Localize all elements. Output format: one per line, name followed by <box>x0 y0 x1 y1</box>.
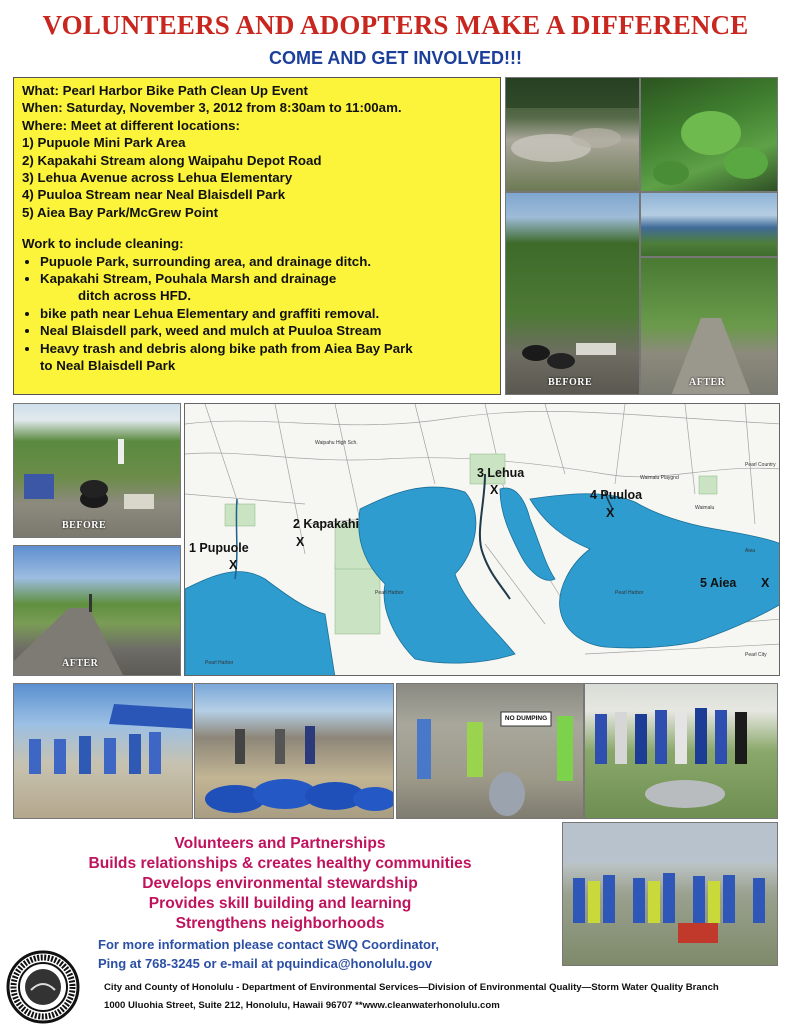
map-site-label: 5 Aiea <box>700 576 737 590</box>
map-place-label: Waimalu <box>695 505 715 511</box>
map-harbor-label: Pearl Harbor <box>615 590 644 596</box>
after-photo-plants <box>640 77 778 192</box>
volunteers-photo-5 <box>562 822 778 966</box>
map-place-label: Aiea <box>745 548 756 554</box>
trash-pile-image <box>506 78 640 192</box>
benefits-list <box>40 834 520 934</box>
benefit-item: Develops environmental stewardship <box>142 875 418 892</box>
map-graphic <box>185 404 780 676</box>
map-place-label: Pearl Country <box>745 462 776 468</box>
clean-path-image <box>641 258 778 395</box>
footer-agency: City and County of Honolulu - Department of Environmental Services—Division of Environmental Quality—Storm Water Quality Branch <box>104 982 719 993</box>
no-dumping-sign: NO DUMPING <box>504 715 548 722</box>
volunteers-tent-image <box>14 684 193 819</box>
map-harbor-label: Pearl Harbor <box>375 590 404 596</box>
work-item: • Kapakahi Stream, Pouhala Marsh and drainage ditch across HFD. <box>40 270 492 305</box>
contact-line: For more information please contact SWQ Coordinator, <box>98 937 439 952</box>
cleanup-locations-map <box>184 403 780 676</box>
map-place-label: Waimalu Playgnd <box>640 475 679 481</box>
location-item: 1) Pupuole Mini Park Area <box>22 135 186 151</box>
before-caption: BEFORE <box>548 377 593 388</box>
after-caption: AFTER <box>62 658 99 669</box>
location-item: 5) Aiea Bay Park/McGrew Point <box>22 204 219 220</box>
benefit-item: Builds relationships & creates healthy communities <box>88 855 472 872</box>
volunteers-photo-3 <box>396 683 584 819</box>
event-what: What: Pearl Harbor Bike Path Clean Up Event <box>22 83 308 98</box>
benefit-item: Volunteers and Partnerships <box>174 835 386 852</box>
before-photo-bikepath <box>13 403 181 538</box>
map-site-marker: X <box>296 535 305 549</box>
city-seal-icon <box>6 950 80 1024</box>
work-item: • bike path near Lehua Elementary and graffiti removal. <box>40 305 492 322</box>
volunteers-photo-4 <box>584 683 778 819</box>
work-heading: Work to include cleaning: <box>22 236 184 252</box>
after-photo-bikepath <box>13 545 181 676</box>
work-item: • Neal Blaisdell park, weed and mulch at Puuloa Stream <box>40 322 492 339</box>
after-photo-lake <box>640 192 778 257</box>
map-site-marker: X <box>229 558 238 572</box>
after-caption: AFTER <box>689 377 726 388</box>
work-list <box>22 253 492 375</box>
map-site-label: 3 Lehua <box>477 466 525 480</box>
map-place-label: Pearl City <box>745 652 767 658</box>
before-photo-trash <box>505 77 640 192</box>
map-site-marker: X <box>490 483 499 497</box>
event-info-box <box>13 77 501 395</box>
clean-bikepath-image <box>14 546 181 676</box>
location-item: 4) Puuloa Stream near Neal Blaisdell Park <box>22 187 286 203</box>
after-photo-path <box>640 257 778 395</box>
work-item: • Heavy trash and debris along bike path from Aiea Bay Park to Neal Blaisdell Park <box>40 340 492 375</box>
footer <box>104 979 784 1015</box>
before-photo-debris <box>505 192 640 395</box>
map-place-label: Waipahu High Sch. <box>315 440 358 446</box>
page-subtitle: COME AND GET INVOLVED!!! <box>269 48 522 68</box>
before-caption: BEFORE <box>62 520 107 531</box>
map-site-marker: X <box>606 506 615 520</box>
event-when: When: Saturday, November 3, 2012 from 8:30am to 11:00am. <box>22 100 402 116</box>
page-title: VOLUNTEERS AND ADOPTERS MAKE A DIFFERENCE <box>42 10 749 40</box>
location-item: 2) Kapakahi Stream along Waipahu Depot Road <box>22 152 322 168</box>
map-site-label: 2 Kapakahi <box>293 517 360 531</box>
volunteers-photo-1 <box>13 683 193 819</box>
map-harbor-label: Pearl Harbor <box>205 660 234 666</box>
map-site-label: 1 Pupuole <box>189 541 249 555</box>
contact-info <box>98 935 498 973</box>
taro-leaves-image <box>641 78 778 192</box>
location-item: 3) Lehua Avenue across Lehua Elementary <box>22 170 293 186</box>
group-photo-image <box>585 684 778 819</box>
event-where: Where: Meet at different locations: <box>22 117 240 133</box>
contact-line: Ping at 768-3245 or e-mail at pquindica@honolulu.gov <box>98 956 433 971</box>
map-site-marker: X <box>761 576 770 590</box>
no-dumping-image <box>397 684 584 819</box>
large-group-image <box>563 823 778 966</box>
benefit-item: Provides skill building and learning <box>148 895 412 912</box>
footer-address: 1000 Uluohia Street, Suite 212, Honolulu, Hawaii 96707 **www.cleanwaterhonolulu.com <box>104 1000 500 1011</box>
trash-bags-image <box>195 684 394 819</box>
work-item: • Pupuole Park, surrounding area, and drainage ditch. <box>40 253 492 270</box>
benefit-item: Strengthens neighborhoods <box>175 915 385 932</box>
tires-debris-image <box>506 193 640 395</box>
tires-trash-image <box>14 404 181 538</box>
volunteers-photo-2 <box>194 683 394 819</box>
map-site-label: 4 Puuloa <box>590 488 643 502</box>
